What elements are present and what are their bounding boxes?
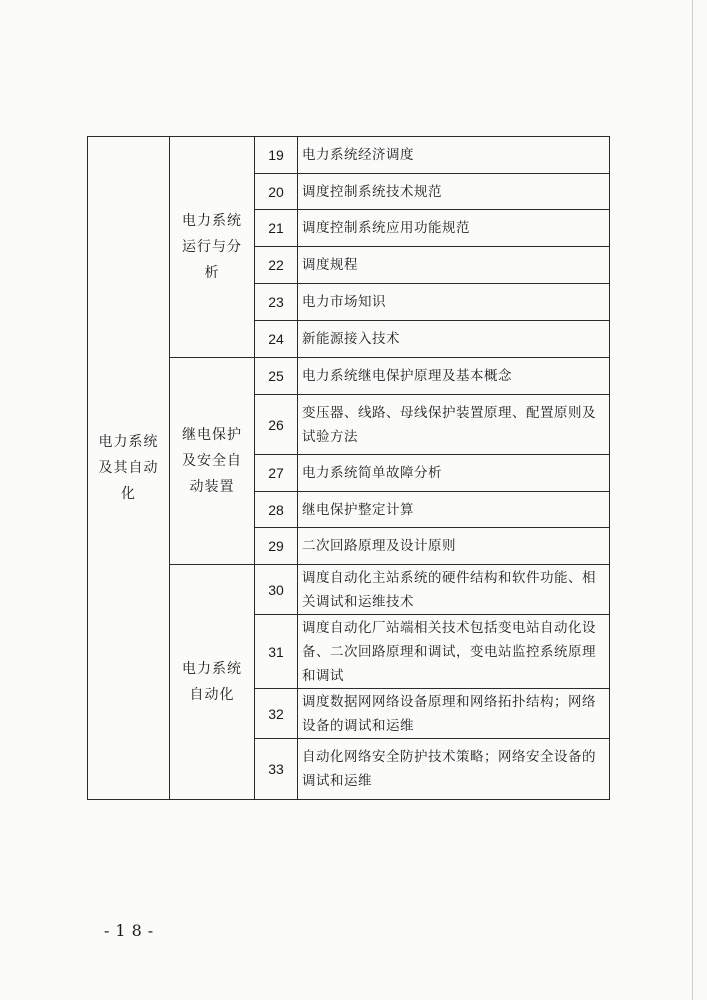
row-topic: 调度控制系统应用功能规范: [298, 210, 610, 247]
row-number: 22: [255, 247, 298, 284]
category-cell: [88, 137, 170, 800]
row-topic: 调度自动化厂站端相关技术包括变电站自动化设备、二次回路原理和调试，变电站监控系统原理和调试: [298, 615, 610, 689]
row-topic: 自动化网络安全防护技术策略；网络安全设备的调试和运维: [298, 739, 610, 800]
subcategory-label: 电力系统自动化: [182, 661, 242, 703]
row-number: 28: [255, 492, 298, 528]
row-topic: 新能源接入技术: [298, 321, 610, 358]
row-number: 20: [255, 174, 298, 210]
row-number: 26: [255, 395, 298, 455]
row-topic: 电力系统继电保护原理及基本概念: [298, 358, 610, 395]
row-number: 31: [255, 615, 298, 689]
row-topic: 调度数据网网络设备原理和网络拓扑结构；网络设备的调试和运维: [298, 689, 610, 739]
row-topic: 调度规程: [298, 247, 610, 284]
subcategory-cell: [170, 358, 255, 565]
row-topic: 调度自动化主站系统的硬件结构和软件功能、相关调试和运维技术: [298, 565, 610, 615]
row-topic: 电力系统经济调度: [298, 137, 610, 174]
row-topic: 调度控制系统技术规范: [298, 174, 610, 210]
syllabus-table: [87, 136, 610, 800]
table-row: [88, 137, 610, 174]
row-number: 19: [255, 137, 298, 174]
row-number: 32: [255, 689, 298, 739]
subcategory-cell: [170, 565, 255, 800]
row-number: 21: [255, 210, 298, 247]
row-topic: 电力市场知识: [298, 284, 610, 321]
row-number: 29: [255, 528, 298, 565]
row-number: 33: [255, 739, 298, 800]
row-number: 27: [255, 455, 298, 492]
row-number: 24: [255, 321, 298, 358]
row-topic: 继电保护整定计算: [298, 492, 610, 528]
category-label: 电力系统及其自动化: [98, 434, 159, 502]
page-number: -18-: [104, 921, 160, 940]
row-number: 25: [255, 358, 298, 395]
row-topic: 二次回路原理及设计原则: [298, 528, 610, 565]
row-number: 23: [255, 284, 298, 321]
row-topic: 变压器、线路、母线保护装置原理、配置原则及试验方法: [298, 395, 610, 455]
subcategory-label: 继电保护及安全自动装置: [182, 427, 242, 495]
row-topic: 电力系统简单故障分析: [298, 455, 610, 492]
subcategory-label: 电力系统运行与分析: [182, 213, 242, 281]
subcategory-cell: [170, 137, 255, 358]
row-number: 30: [255, 565, 298, 615]
